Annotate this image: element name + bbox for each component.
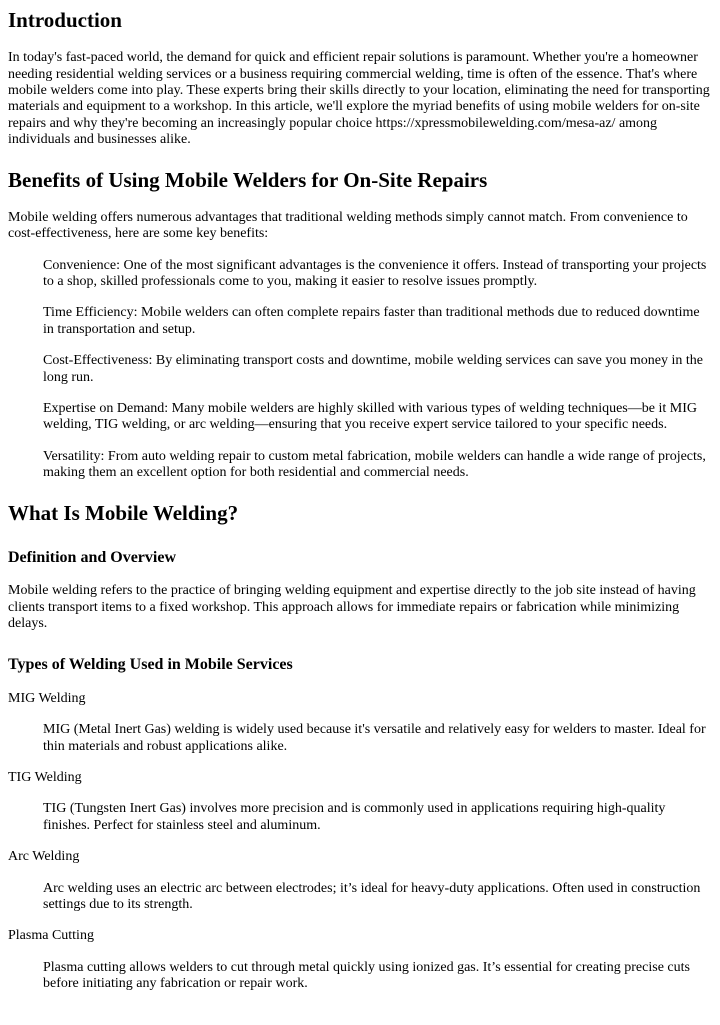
benefits-heading: Benefits of Using Mobile Welders for On-Site Repairs xyxy=(8,167,488,192)
definition-paragraph: Mobile welding refers to the practice of bringing welding equipment and expertise directly to the job site instead of having clients transport items to a fixed workshop. This approach allows for immediate repairs or fabrication while minimizing delays. xyxy=(8,583,696,631)
benefit-item-cost-effectiveness: Cost-Effectiveness: By eliminating transport costs and downtime, mobile welding services can save you money in the long run. xyxy=(43,353,703,385)
type-term-mig: MIG Welding xyxy=(8,690,86,706)
type-term-plasma: Plasma Cutting xyxy=(8,928,94,944)
mobile-welding-heading: What Is Mobile Welding? xyxy=(8,500,239,525)
definition-heading: Definition and Overview xyxy=(8,548,176,566)
type-description-mig: MIG (Metal Inert Gas) welding is widely used because it's versatile and relatively easy for welders to master. Ideal for thin materials and robust applications alike. xyxy=(43,722,706,754)
intro-heading: Introduction xyxy=(8,8,122,32)
type-term-arc: Arc Welding xyxy=(8,849,80,865)
types-heading: Types of Welding Used in Mobile Services xyxy=(8,656,293,674)
benefit-item-expertise: Expertise on Demand: Many mobile welders are highly skilled with various types of welding techniques—be it MIG welding, TIG welding, or arc welding—ensuring that you receive expert service tailored to your specific needs. xyxy=(43,400,697,433)
type-description-arc: Arc welding uses an electric arc between electrodes; it’s ideal for heavy-duty applications. Often used in construction settings due to its strength. xyxy=(43,880,701,912)
benefits-lead: Mobile welding offers numerous advantages that traditional welding methods simply cannot match. From convenience to cost-effectiveness, here are some key benefits: xyxy=(8,209,688,242)
benefit-item-time-efficiency: Time Efficiency: Mobile welders can often complete repairs faster than traditional methods due to reduced downtime in transportation and setup. xyxy=(43,305,700,337)
benefit-item-versatility: Versatility: From auto welding repair to custom metal fabrication, mobile welders can handle a wide range of projects, making them an excellent option for both residential and commercial needs. xyxy=(43,448,706,481)
intro-paragraph: In today's fast-paced world, the demand for quick and efficient repair solutions is paramount. Whether you're a homeowner needing residential welding services or a business requiring commercial welding, time is often of the essence. That's where mobile welders come into play. These experts bring their skills directly to your location, eliminating the need for transporting materials and equipment to a workshop. In this article, we'll explore the myriad benefits of using mobile welders for on-site repairs and why they're becoming an increasingly popular choice https://xpressmobilewelding.com/mesa-az/ among individuals and businesses alike. xyxy=(8,50,710,148)
benefit-item-convenience: Convenience: One of the most significant advantages is the convenience it offers. Instead of transporting your projects to a shop, skilled professionals come to you, making it easier to resolve issues promptly. xyxy=(43,257,707,289)
type-description-tig: TIG (Tungsten Inert Gas) involves more precision and is commonly used in applications requiring high-quality finishes. Perfect for stainless steel and aluminum. xyxy=(43,801,666,833)
type-description-plasma: Plasma cutting allows welders to cut through metal quickly using ionized gas. It’s essential for creating precise cuts before initiating any fabrication or repair work. xyxy=(43,959,690,992)
type-term-tig: TIG Welding xyxy=(8,769,82,785)
article xyxy=(0,8,720,993)
